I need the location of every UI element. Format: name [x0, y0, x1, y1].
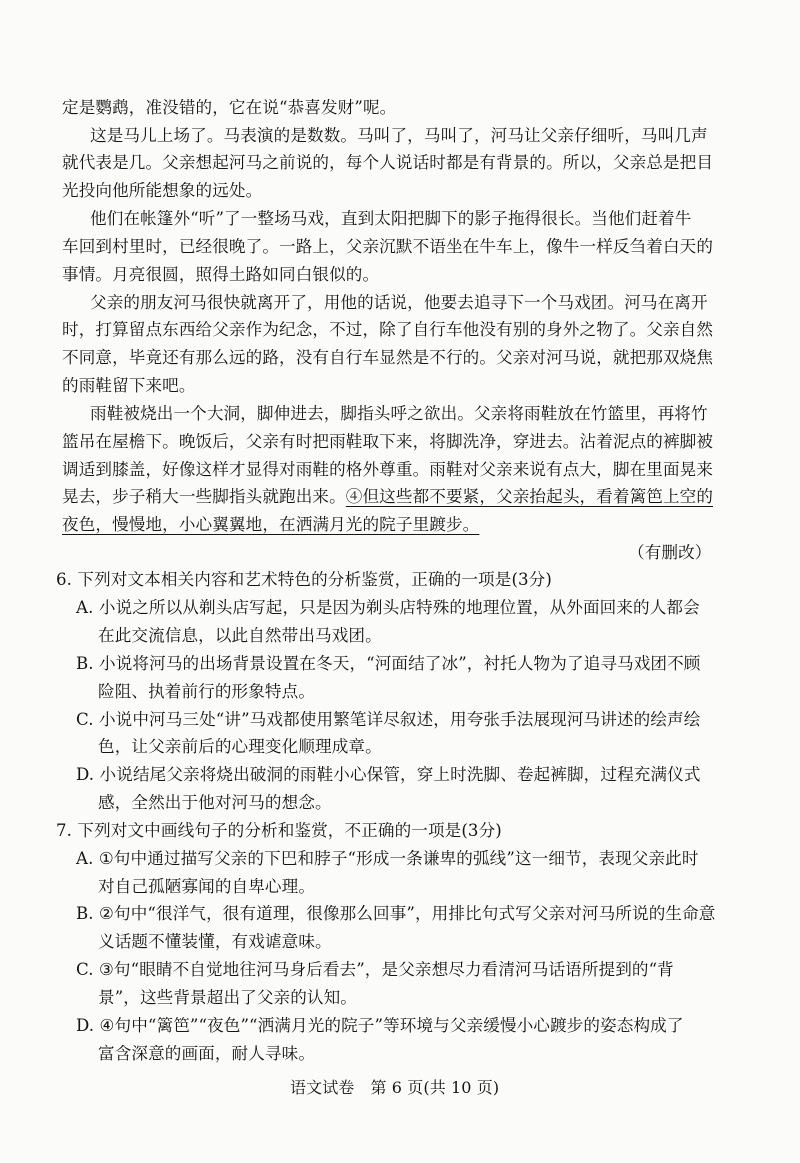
passage-line: 的雨鞋留下来吧。 — [62, 376, 196, 395]
passage-line: 父亲的朋友河马很快就离开了，用他的话说，他要去追寻下一个马戏团。河马在离开 — [90, 293, 708, 312]
passage-line: 调适到膝盖，好像这样才显得对雨鞋的格外尊重。雨鞋对父亲来说有点大，脚在里面晃来 — [62, 460, 714, 479]
q6-option-c-cont: 色，让父亲前后的心理变化顺理成章。 — [98, 737, 382, 756]
passage-line: 就代表是几。父亲想起河马之前说的，每个人说话时都是有背景的。所以，父亲总是把目 — [62, 153, 714, 172]
underlined-sentence-4-cont: 夜色，慢慢地，小心翼翼地，在洒满月光的院子里踱步。 — [62, 515, 480, 534]
q6-option-a-cont: 在此交流信息，以此自然带出马戏团。 — [98, 626, 382, 645]
q6-option-d-cont: 感，全然出于他对河马的想念。 — [98, 793, 332, 812]
passage-line: 不同意，毕竟还有那么远的路，没有自行车显然是不行的。父亲对河马说，就把那双烧焦 — [62, 348, 714, 367]
q7-option-a: A. ①句中通过描写父亲的下巴和脖子“形成一条谦卑的弧线”这一细节，表现父亲此时 — [76, 849, 699, 868]
passage-line: 车回到村里时，已经很晚了。一路上，父亲沉默不语坐在牛车上，像牛一样反刍着白天的 — [62, 237, 714, 256]
passage-line: 篮吊在屋檐下。晚饭后，父亲有时把雨鞋取下来，将脚洗净，穿进去。沾着泥点的裤脚被 — [62, 432, 714, 451]
passage-line: 他们在帐篷外“听”了一整场马戏，直到太阳把脚下的影子拖得很长。当他们赶着牛 — [90, 209, 692, 228]
q6-option-b-cont: 险阻、执着前行的形象特点。 — [98, 682, 316, 701]
underlined-sentence-4: ④但这些都不要紧，父亲抬起头，看着篱笆上空的 — [345, 487, 714, 506]
q7-option-d-cont: 富含深意的画面，耐人寻味。 — [98, 1044, 316, 1063]
q7-option-c-cont: 景”，这些背景超出了父亲的认知。 — [98, 988, 357, 1007]
question-7-stem: 7. 下列对文中画线句子的分析和鉴赏，不正确的一项是(3分) — [56, 821, 502, 840]
q7-option-a-cont: 对自己孤陋寡闻的自卑心理。 — [98, 877, 316, 896]
q7-option-b-cont: 义话题不懂装懂，有戏谑意味。 — [98, 932, 332, 951]
passage-line: 这是马儿上场了。马表演的是数数。马叫了，马叫了，河马让父亲仔细听，马叫几声 — [90, 126, 708, 145]
page-footer: 语文试卷 第 6 页(共 10 页) — [290, 1078, 500, 1097]
passage-line: 定是鹦鹉，准没错的，它在说“恭喜发财”呢。 — [62, 98, 397, 117]
passage-line — [62, 485, 713, 509]
q6-option-a: A. 小说之所以从剃头店写起，只是因为剃头店特殊的地理位置，从外面回来的人都会 — [76, 598, 700, 617]
q7-option-b: B. ②句中“很洋气，很有道理，很像那么回事”，用排比句式写父亲对河马所说的生命意 — [76, 904, 716, 923]
abridged-note: （有删改） — [628, 543, 712, 562]
q6-option-d: D. 小说结尾父亲将烧出破洞的雨鞋小心保管，穿上时洗脚、卷起裤脚，过程充满仪式 — [76, 765, 701, 784]
passage-line: 光投向他所能想象的远处。 — [62, 181, 263, 200]
passage-text: 晃去，步子稍大一些脚指头就跑出来。 — [62, 487, 346, 506]
q6-option-c: C. 小说中河马三处“讲”马戏都使用繁笔详尽叙述，用夸张手法展现河马讲述的绘声绘 — [76, 710, 701, 729]
question-6-stem: 6. 下列对文本相关内容和艺术特色的分析鉴赏，正确的一项是(3分) — [56, 570, 552, 589]
q7-option-d: D. ④句中“篱笆”“夜色”“洒满月光的院子”等环境与父亲缓慢小心踱步的姿态构成了 — [76, 1016, 684, 1035]
passage-line: 雨鞋被烧出一个大洞，脚伸进去，脚指头呼之欲出。父亲将雨鞋放在竹篮里，再将竹 — [90, 404, 708, 423]
q6-option-b: B. 小说将河马的出场背景设置在冬天，“河面结了冰”，衬托人物为了追寻马戏团不顾 — [76, 654, 701, 673]
q7-option-c: C. ③句“眼睛不自觉地往河马身后看去”，是父亲想尽力看清河马话语所提到的“背 — [76, 960, 674, 979]
passage-line: 时，打算留点东西给父亲作为纪念，不过，除了自行车他没有别的身外之物了。父亲自然 — [62, 320, 714, 339]
passage-line: 事情。月亮很圆，照得土路如同白银似的。 — [62, 265, 380, 284]
